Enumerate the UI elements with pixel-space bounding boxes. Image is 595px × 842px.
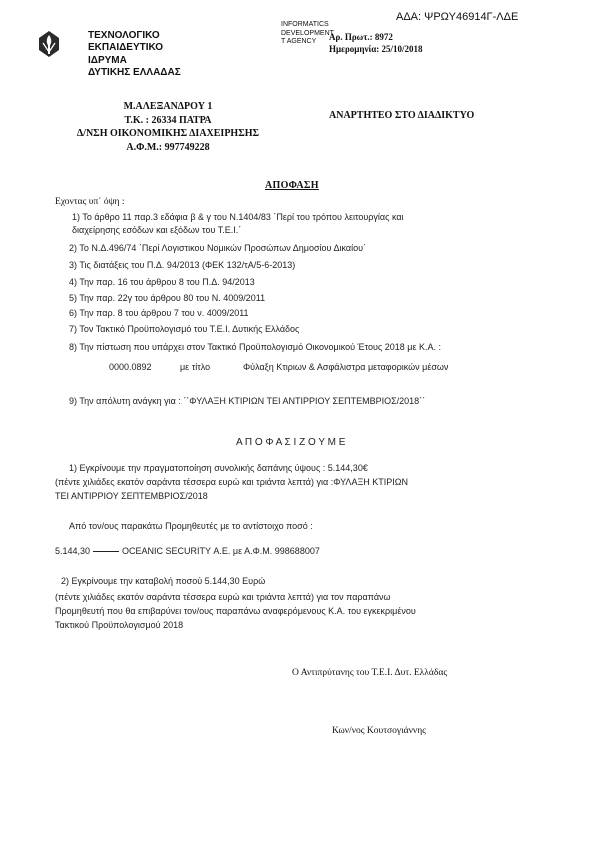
- supplier-line: [55, 546, 320, 556]
- consideration-item: 8) Την πίστωση που υπάρχει στον Τακτικό Προϋπολογισμό Οικονομικού Έτους 2018 με Κ.Α. :: [69, 342, 441, 352]
- decision-1-line: (πέντε χιλιάδες εκατόν σαράντα τέσσερα ευρώ και τριάντα λεπτά) για :ΦΥΛΑΞΗ ΚΤΙΡΙΩΝ: [55, 477, 409, 487]
- protocol-number: Αρ. Πρωτ.: 8972: [329, 32, 393, 42]
- supplier-intro: Από τον/ους παρακάτω Προμηθευτές με το αντίστοιχο ποσό :: [69, 521, 313, 531]
- infodev-line: DEVELOPMENT: [281, 29, 334, 37]
- consideration-item: 1) Το άρθρο 11 παρ.3 εδάφια β & γ του Ν.1404/83 ΄Περί του τρόπου λειτουργίας και: [72, 212, 404, 222]
- institution-line: ΤΕΧΝΟΛΟΓΙΚΟ: [88, 30, 160, 41]
- consideration-item: διαχείρησης εσόδων και εξόδων του Τ.Ε.Ι.΄: [72, 225, 242, 235]
- decision-2-line: Τακτικού Προϋπολογισμού 2018: [55, 620, 184, 630]
- consideration-item: 5) Την παρ. 22γ του άρθρου 80 του Ν. 4009/2011: [69, 293, 266, 303]
- preamble: Εχοντας υπ΄ όψη :: [55, 197, 125, 207]
- need-statement: 9) Την απόλυτη ανάγκη για : ΄΄ΦΥΛΑΞΗ ΚΤΙΡΙΩΝ ΤΕΙ ΑΝΤΙΡΡΙΟΥ ΣΕΠΤΕΜΒΡΙΟΣ/2018΄΄: [69, 396, 426, 406]
- ada-code: ΑΔΑ: ΨΡΩΥ46914Γ-ΛΔΕ: [396, 11, 519, 23]
- budget-title: Φύλαξη Κτιριων & Ασφάλιστρα μεταφορικών μέσων: [243, 362, 449, 372]
- infodev-stamp: [281, 21, 334, 47]
- budget-code: 0000.0892: [109, 362, 152, 372]
- decision-2-line: (πέντε χιλιάδες εκατόν σαράντα τέσσερα ευρώ και τριάντα λεπτά) για τον παραπάνω: [55, 592, 391, 602]
- consideration-item: 6) Την παρ. 8 του άρθρου 7 του ν. 4009/2011: [69, 308, 249, 318]
- signature-role: Ο Αντιπρύτανης του Τ.Ε.Ι. Δυτ. Ελλάδας: [292, 668, 448, 678]
- document-date: Ημερομηνία: 25/10/2018: [329, 44, 423, 54]
- address-department: Δ/ΝΣΗ ΟΙΚΟΝΟΜΙΚΗΣ ΔΙΑΧΕΙΡΗΣΗΣ: [76, 128, 260, 139]
- decision-2-line: Προμηθευτή που θα επιβαρύνει τον/ους παραπάνω αναφερόμενους Κ.Α. του εγκεκριμένου: [55, 606, 416, 616]
- institution-name: [88, 30, 181, 79]
- publish-note: ΑΝΑΡΤΗΤΕΟ ΣΤΟ ΔΙΑΔΙΚΤΥΟ: [329, 110, 475, 121]
- institution-logo-icon: [37, 30, 61, 58]
- institution-line: ΙΔΡΥΜΑ: [88, 54, 127, 66]
- address-street: Μ.ΑΛΕΞΑΝΔΡΟΥ 1: [123, 101, 213, 112]
- decision-2-line: 2) Εγκρίνουμε την καταβολή ποσού 5.144,30 Ευρώ: [61, 576, 266, 586]
- infodev-line: T AGENCY: [281, 38, 317, 45]
- separator-dash: [93, 551, 119, 552]
- decide-heading: Α Π Ο Φ Α Σ Ι Ζ Ο Υ Μ Ε: [236, 437, 346, 448]
- address-postal: Τ.Κ. : 26334 ΠΑΤΡΑ: [124, 114, 212, 126]
- address-block: [50, 100, 286, 154]
- document-title: ΑΠΟΦΑΣΗ: [265, 180, 319, 191]
- consideration-item: 2) Το Ν.Δ.496/74 ΄Περί Λογιστικου Νομικών Προσώπων Δημοσίου Δικαίου΄: [69, 243, 366, 253]
- consideration-item: 4) Την παρ. 16 του άρθρου 8 του Π.Δ. 94/2013: [69, 277, 255, 287]
- consideration-item: 7) Τον Τακτικό Προϋπολογισμό του Τ.Ε.Ι. Δυτικής Ελλάδος: [69, 324, 300, 334]
- consideration-item: 3) Τις διατάξεις του Π.Δ. 94/2013 (ΦΕΚ 132/τΑ/5-6-2013): [69, 260, 296, 270]
- budget-title-prefix: με τίτλο: [180, 362, 211, 372]
- signature-name: Κων/νος Κουτσογιάννης: [332, 726, 426, 736]
- institution-line: ΕΚΠΑΙΔΕΥΤΙΚΟ: [88, 42, 164, 54]
- supplier-name: OCEANIC SECURITY Α.Ε. με Α.Φ.Μ. 998688007: [122, 546, 320, 556]
- infodev-line: INFORMATICS: [281, 21, 329, 28]
- supplier-amount: 5.144,30: [55, 546, 91, 556]
- decision-1-line: 1) Εγκρίνουμε την πραγματοποίηση συνολικής δαπάνης ύψους : 5.144,30€: [69, 463, 368, 473]
- address-afm: Α.Φ.Μ.: 997749228: [126, 141, 210, 153]
- decision-1-line: ΤΕΙ ΑΝΤΙΡΡΙΟΥ ΣΕΠΤΕΜΒΡΙΟΣ/2018: [55, 491, 208, 501]
- institution-line: ΔΥΤΙΚΗΣ ΕΛΛΑΔΑΣ: [88, 66, 181, 78]
